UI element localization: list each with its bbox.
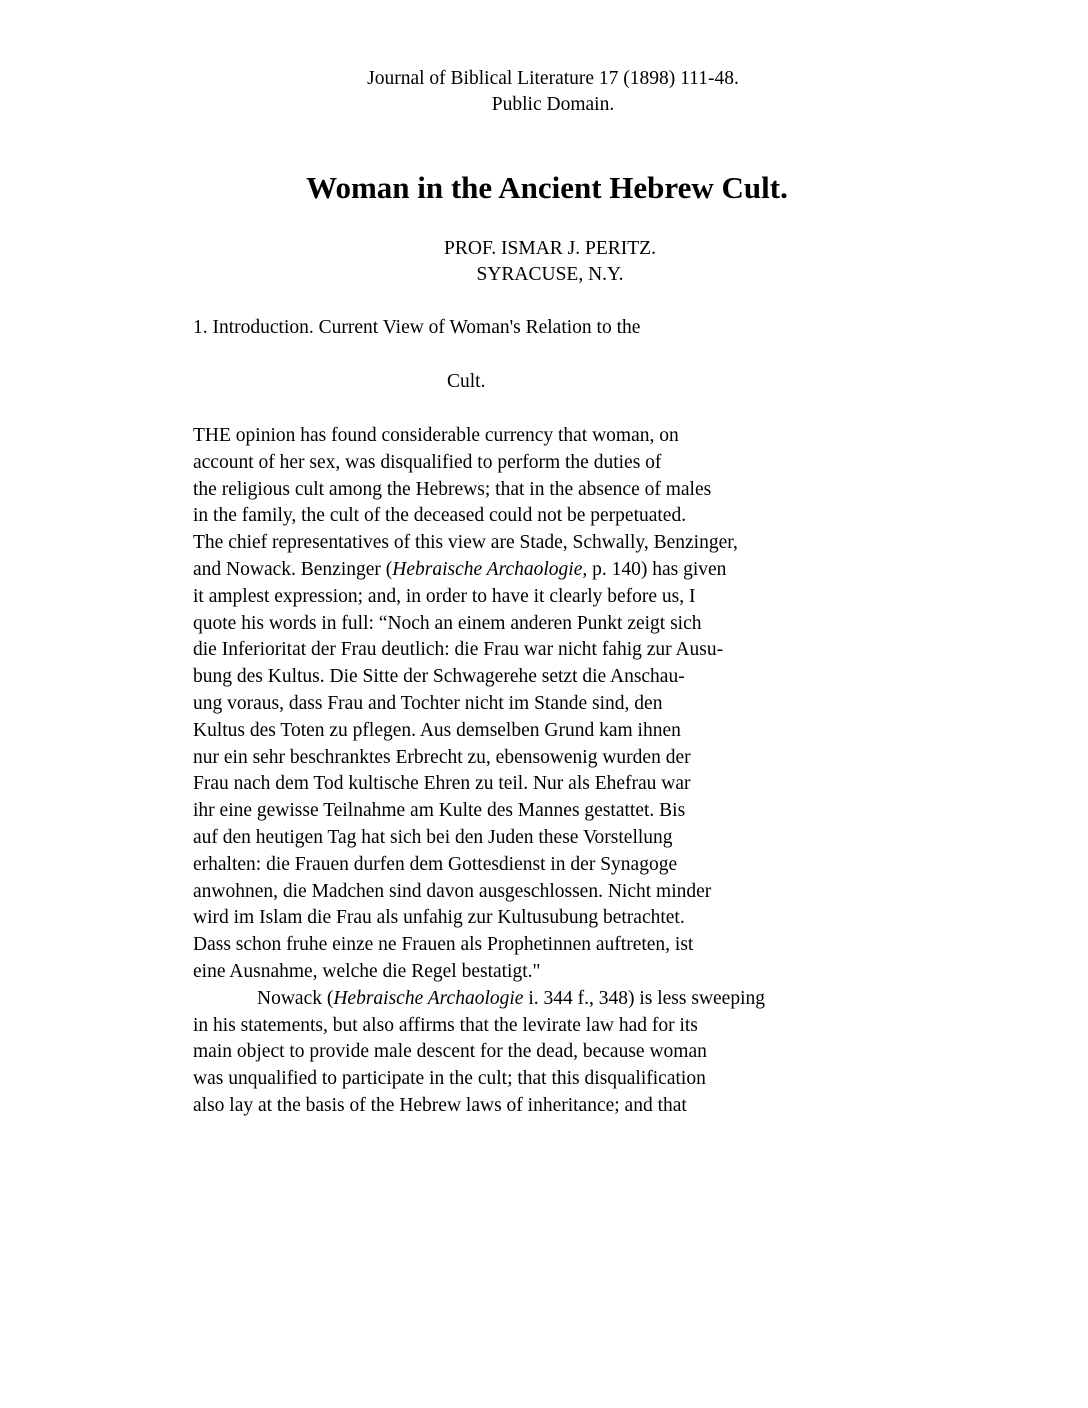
paragraph-line: Frau nach dem Tod kultische Ehren zu teil. Nur als Ehefrau war <box>193 773 691 795</box>
paragraph-line: eine Ausnahme, welche die Regel bestatigt." <box>193 960 541 982</box>
book-title: Hebraische Archaologie <box>333 987 524 1009</box>
paragraph-line: anwohnen, die Madchen sind davon ausgeschlossen. Nicht minder <box>193 880 712 902</box>
paragraph-line: wird im Islam die Frau als unfahig zur Kultusubung betrachtet. <box>193 907 685 929</box>
paragraph-line: the religious cult among the Hebrews; that in the absence of males <box>193 478 712 500</box>
paragraph-line: erhalten: die Frauen durfen dem Gottesdienst in der Synagoge <box>193 853 678 875</box>
paragraph-line: was unqualified to participate in the cult; that this disqualification <box>193 1068 706 1090</box>
rights-notice: Public Domain. <box>491 94 615 115</box>
section-heading-continued: Cult. <box>447 371 486 392</box>
paragraph-line <box>193 557 765 584</box>
paragraph-line: in the family, the cult of the deceased could not be perpetuated. <box>193 505 687 527</box>
text-span: Nowack ( <box>257 987 334 1009</box>
paragraph-line: THE opinion has found considerable currency that woman, on <box>193 425 679 446</box>
paragraph-line <box>193 986 765 1013</box>
paragraph-line: ung voraus, dass Frau and Tochter nicht im Stande sind, den <box>193 692 663 714</box>
body-text <box>193 423 765 1120</box>
paragraph-line: Kultus des Toten zu pflegen. Aus demselben Grund kam ihnen <box>193 719 681 741</box>
text-span: and Nowack. Benzinger ( <box>193 558 393 580</box>
paragraph-line: ihr eine gewisse Teilnahme am Kulte des Mannes gestattet. Bis <box>193 800 686 822</box>
text-span: p. 140) has given <box>587 558 727 580</box>
paragraph-line: main object to provide male descent for the dead, because woman <box>193 1041 707 1063</box>
paragraph-line: nur ein sehr beschranktes Erbrecht zu, ebensowenig wurden der <box>193 746 691 768</box>
author-name: PROF. ISMAR J. PERITZ. <box>444 238 656 259</box>
book-title: Hebraische Archaologie, <box>392 558 588 580</box>
paragraph-line: also lay at the basis of the Hebrew laws of inheritance; and that <box>193 1094 687 1116</box>
journal-citation: Journal of Biblical Literature 17 (1898) 111-48. <box>367 68 739 89</box>
paragraph-line: account of her sex, was disqualified to perform the duties of <box>193 451 662 473</box>
paragraph-line: bung des Kultus. Die Sitte der Schwagerehe setzt die Anschau- <box>193 666 685 688</box>
paragraph-line: die Inferioritat der Frau deutlich: die Frau war nicht fahig zur Ausu- <box>193 639 724 661</box>
paragraph-line: The chief representatives of this view are Stade, Schwally, Benzinger, <box>193 532 738 554</box>
paragraph-line: Dass schon fruhe einze ne Frauen als Prophetinnen auftreten, ist <box>193 934 694 956</box>
paragraph-line: in his statements, but also affirms that the levirate law had for its <box>193 1014 698 1036</box>
text-span: i. 344 f., 348) is less sweeping <box>523 987 765 1009</box>
author-location: SYRACUSE, N.Y. <box>476 264 624 285</box>
section-heading: 1. Introduction. Current View of Woman's Relation to the <box>193 317 641 338</box>
article-title: Woman in the Ancient Hebrew Cult. <box>306 170 788 205</box>
paragraph-line: auf den heutigen Tag hat sich bei den Juden these Vorstellung <box>193 826 673 848</box>
paragraph-line: quote his words in full: “Noch an einem anderen Punkt zeigt sich <box>193 612 702 634</box>
paragraph-line: it amplest expression; and, in order to have it clearly before us, I <box>193 585 696 607</box>
